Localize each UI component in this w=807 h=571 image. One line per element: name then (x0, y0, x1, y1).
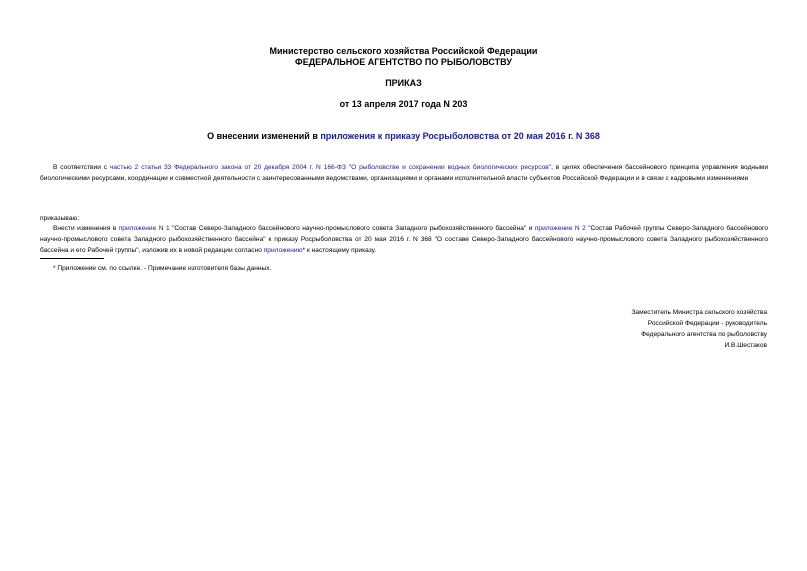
p3-text-b: "Состав Северо-Западного бассейнового научно-промыслового совета Западного рыбохозяйственного бассейна" и (169, 225, 535, 232)
order-word: приказываю: (40, 215, 80, 222)
signature-name: И.В.Шестаков (724, 342, 767, 349)
p3-text-d: * к настоящему приказу. (302, 247, 377, 254)
appendix-link[interactable]: приложению (263, 247, 303, 254)
footnote: * Приложение см. по ссылке. - Примечание изготовителя базы данных. (53, 265, 272, 272)
federal-law-link[interactable]: частью 2 статьи 33 Федерального закона от 20 декабря 2004 г. N 166-ФЗ "О рыболовстве и сохранении водных биологических ресурсов" (109, 164, 552, 171)
footnote-divider (40, 258, 104, 259)
document-date-number: от 13 апреля 2017 года N 203 (339, 99, 468, 109)
p1-text-a: В соответствии с (53, 164, 110, 171)
document-title (0, 131, 807, 142)
appendix-2-link[interactable]: приложение N 2 (534, 225, 586, 232)
p3-text-c: "Состав Рабочей группы Северо-Западного бассейнового научно-промыслового совета Западного рыбохозяйственного бассейна" к приказу Росрыболовства от 20 мая 2016 г. N 368 "О составе Северо-Западного бассейнового научно-промыслового совета Западного рыбохозяйственного бассейна и его Рабочей группы", изложив их в новой редакции согласно (40, 225, 768, 254)
preamble-paragraph (40, 162, 768, 184)
signature-line-2: Российской Федерации - руководитель (647, 320, 767, 327)
ministry-name: Министерство сельского хозяйства Российской Федерации (269, 46, 538, 56)
agency-name: ФЕДЕРАЛЬНОЕ АГЕНТСТВО ПО РЫБОЛОВСТВУ (295, 57, 512, 67)
appendix-1-link[interactable]: приложение N 1 (118, 225, 170, 232)
order-paragraph (40, 223, 768, 256)
p3-text-a: Внести изменения в (53, 225, 119, 232)
title-link[interactable]: приложения к приказу Росрыболовства от 20 мая 2016 г. N 368 (320, 131, 600, 141)
p1-text-b: , в целях обеспечения бассейнового принципа управления водными биологическими ресурсами, координации и совместной деятельности с заинтересованными ведомствами, организациями и органами исполнительной власти субъектов Российской Федерации и в связи с кадровыми изменениями (40, 164, 769, 182)
document-type: ПРИКАЗ (385, 78, 422, 88)
signature-line-1: Заместитель Министра сельского хозяйства (631, 309, 767, 316)
signature-line-3: Федерального агентства по рыболовству (641, 331, 767, 338)
title-prefix: О внесении изменений в (207, 131, 321, 141)
signature-block (631, 307, 767, 351)
